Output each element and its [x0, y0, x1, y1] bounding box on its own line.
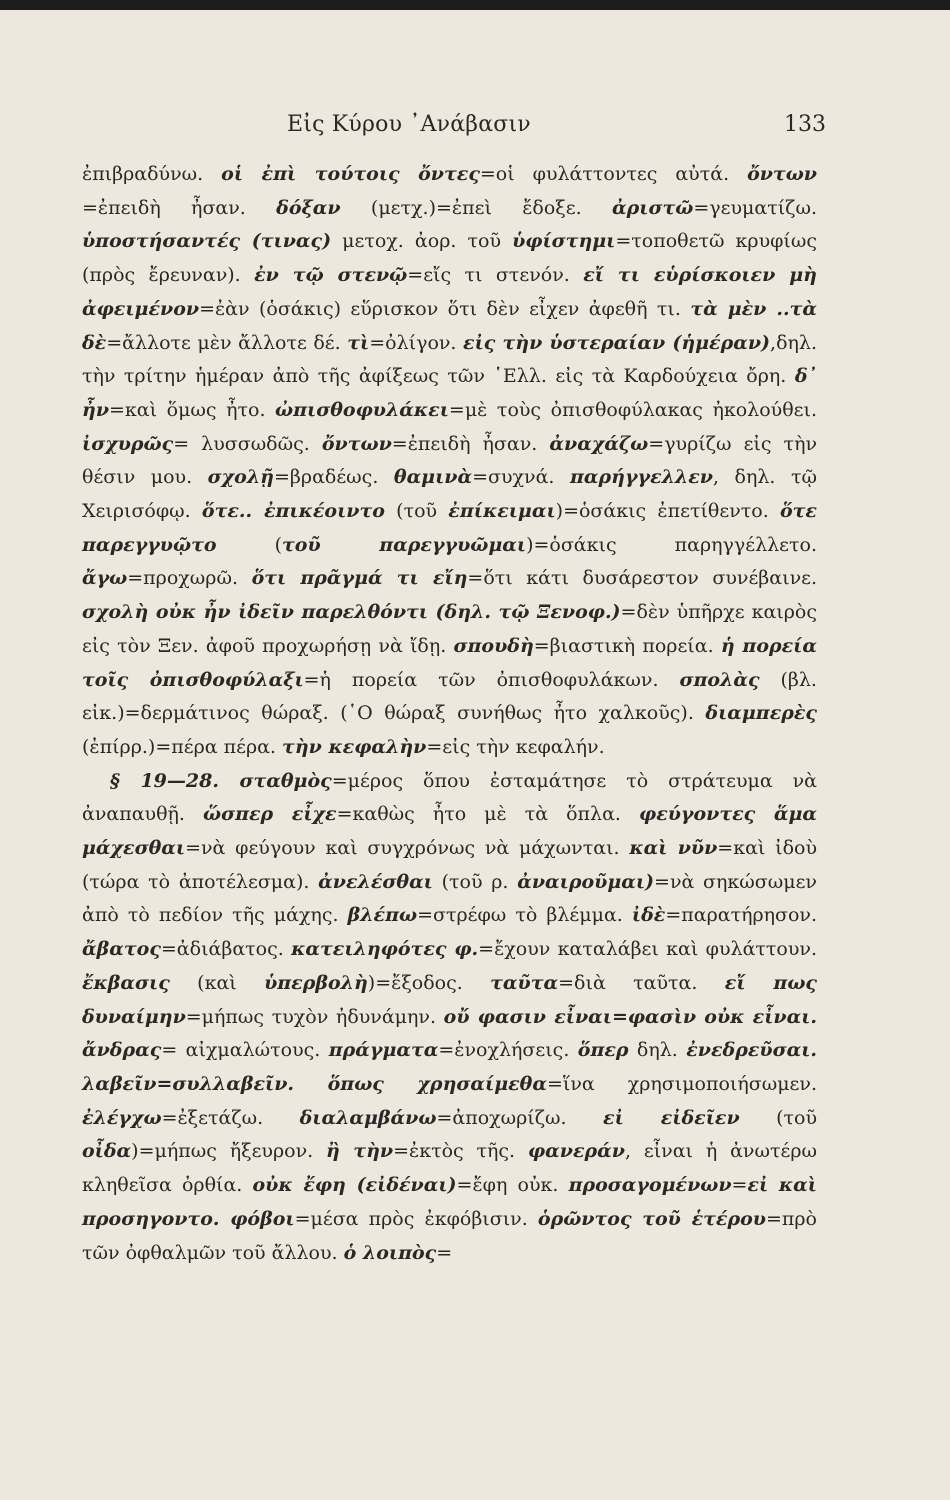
gloss-text: = αἰχμαλώτους. [161, 1039, 329, 1062]
gloss-text: =βραδέως. [274, 466, 394, 489]
gloss-text: (βλ. εἰκ.)=δερμάτινος θώραξ. (῾Ο θώραξ συνήθως ἦτο χαλκοῦς). [82, 668, 817, 725]
lemma-term: ἐν τῷ στενῷ [254, 264, 408, 287]
gloss-text: =συχνά. [472, 466, 570, 489]
lemma-term: σταθμὸς [239, 769, 332, 792]
gloss-text: = [731, 1174, 748, 1197]
gloss-text: =πρὸ τῶν ὀφθαλμῶν τοῦ ἄλλου. [82, 1207, 817, 1264]
lemma-term: διαμπερὲς [705, 702, 817, 725]
gloss-text: =ἡ πορεία τῶν ὀπισθοφυλάκων. [303, 668, 680, 691]
gloss-text: )=μήπως ἤξευρον. [131, 1140, 327, 1163]
gloss-text: (τοῦ [384, 500, 449, 523]
lemma-term: ὁρῶντος τοῦ ἑτέρου [537, 1207, 766, 1230]
gloss-text: =ἐπειδὴ ἦσαν. [82, 196, 277, 219]
lemma-term: ὥσπερ εἶχε [202, 803, 337, 826]
lemma-term: κατειληφότες φ. [291, 938, 479, 961]
lemma-term: διαλαμβάνω [299, 1106, 437, 1129]
page-header [0, 112, 950, 152]
lemma-term: οἶδα [82, 1140, 132, 1163]
commentary-paragraph-section-19-28 [82, 765, 817, 1271]
gloss-text: =καὶ ἰδοὺ (τώρα τὸ ἀποτέλεσμα). [82, 837, 817, 893]
lemma-term: ὠπισθοφυλάκει [275, 398, 449, 421]
gloss-text: =βιαστικὴ πορεία. [533, 634, 721, 657]
section-heading: § 19—28. [110, 769, 240, 792]
lemma-term: οὔ φασιν εἶναι=φασὶν οὐκ εἶναι. ἄνδρας [82, 1005, 817, 1062]
lemma-term: φεύγοντες ἅμα μάχεσθαι [82, 803, 817, 860]
lemma-term: ὑποστήσαντές (τινας) [82, 230, 332, 253]
gloss-text: =καὶ ὅμως ἦτο. [109, 398, 276, 421]
lemma-term: ἐπίκειμαι [448, 500, 556, 523]
page-top-edge [0, 0, 950, 10]
lemma-term: σπολὰς [679, 668, 760, 691]
lemma-term: εἴ πως δυναίμην [82, 971, 818, 1028]
lemma-term: εἰ καὶ προσηγοντο. φόβοι [82, 1174, 817, 1230]
gloss-text: ,δηλ. τὴν τρίτην ἡμέραν ἀπὸ τῆς ἀφίξεως τῶν ῾Ελλ. εἰς τὰ Καρδούχεια ὄρη. [82, 331, 817, 388]
gloss-text: =ἀδιάβατος. [160, 938, 292, 961]
gloss-text: = λυσσωδῶς. [173, 432, 322, 455]
gloss-text: )=ὁσάκις παρηγγέλλετο. [526, 533, 817, 556]
gloss-text: =ἀποχωρίζω. [436, 1106, 604, 1129]
lemma-term: ταῦτα [490, 971, 559, 994]
gloss-text: =μὲ τοὺς ὀπισθοφύλακας ἠκολούθει. [448, 398, 817, 421]
gloss-text: =ἐνοχλήσεις. [438, 1039, 578, 1062]
gloss-text: =στρέφω τὸ βλέμμα. [417, 904, 632, 927]
gloss-text: (τοῦ ρ. [432, 870, 518, 893]
lemma-term: καὶ νῦν [629, 837, 718, 860]
gloss-text: (ἐπίρρ.)=πέρα πέρα. [82, 735, 283, 758]
lemma-term: τοῦ παρεγγυῶμαι [282, 533, 527, 556]
gloss-text: =ἐπειδὴ ἦσαν. [391, 432, 550, 455]
lemma-term: ὅτι πρᾶγμά τι εἴη [251, 567, 468, 590]
gloss-text: δηλ. [628, 1039, 687, 1062]
gloss-text: = [436, 1241, 453, 1264]
gloss-text: =ἐκτὸς τῆς. [393, 1140, 528, 1163]
lemma-term: ἔκβασις [82, 971, 170, 994]
lemma-term: βλέπω [347, 904, 418, 927]
lemma-term: δ᾽ ἦν [82, 365, 817, 421]
gloss-text: =εἴς τι στενόν. [407, 264, 584, 287]
gloss-text: =παρατήρησον. [665, 904, 818, 927]
running-title: Εἰς Κύρου ᾽Ανάβασιν [287, 112, 531, 137]
lemma-term: ὅτε παρεγγυῷτο [82, 500, 817, 556]
lemma-term: ὑφίστημι [512, 230, 616, 253]
lemma-term: εἰ εἰδεῖεν [603, 1106, 740, 1129]
lemma-term: εἴ τι εὑρίσκοιεν μὴ ἀφειμένον [82, 264, 817, 320]
page-number: 133 [784, 112, 826, 137]
gloss-text: =γυρίζω εἰς τὴν θέσιν μου. [82, 432, 818, 489]
gloss-text: (καὶ [169, 971, 265, 994]
lemma-term: σπουδὴ [453, 634, 534, 657]
lemma-term: ἀνελέσθαι [318, 870, 433, 893]
gloss-text: )=ὁσάκις ἐπετίθεντο. [555, 500, 780, 523]
lemma-term: εἰς τὴν ὑστεραίαν (ἡμέραν) [463, 331, 771, 354]
gloss-text: =ἐὰν (ὁσάκις) εὕρισκον ὅτι δὲν εἶχεν ἀφεθῆ τι. [199, 297, 691, 320]
lemma-term: τὰ μὲν ..τὰ δὲ [82, 297, 817, 354]
gloss-text: =νὰ σηκώσωμεν ἀπὸ τὸ πεδίον τῆς μάχης. [82, 870, 817, 927]
lemma-term: τὴν κεφαλὴν [282, 735, 427, 758]
lemma-term: παρήγγελλεν [570, 466, 713, 489]
gloss-text: ἐπιβραδύνω. [82, 163, 222, 185]
lemma-term: δόξαν [276, 196, 341, 219]
gloss-text: =νὰ φεύγουν καὶ συγχρόνως νὰ μάχωνται. [185, 837, 630, 860]
lemma-term: ὅτε.. ἐπικέοιντο [201, 500, 385, 523]
gloss-text: =ἔχουν καταλάβει καὶ φυλάττουν. [478, 938, 817, 961]
gloss-text: )=ἔξοδος. [367, 971, 491, 994]
gloss-text: =οἱ φυλάττοντες αὐτά. [479, 163, 748, 185]
lemma-term: ἡ πορεία τοῖς ὀπισθοφύλαξι [82, 634, 817, 691]
lemma-term: ἰσχυρῶς [82, 432, 174, 455]
gloss-text: =ἐξετάζω. [161, 1106, 300, 1129]
gloss-text: =καθὼς ἦτο μὲ τὰ ὅπλα. [336, 803, 639, 826]
gloss-text: =μήπως τυχὸν ἠδυνάμην. [185, 1005, 444, 1028]
lemma-term: φανεράν [527, 1140, 625, 1163]
gloss-text: =εἰς τὴν κεφαλήν. [426, 735, 605, 758]
lemma-term: ὄντων [321, 432, 392, 455]
lemma-term: ἐλέγχω [82, 1106, 162, 1129]
gloss-text: =δὲν ὑπῆρχε καιρὸς εἰς τὸν Ξεν. ἀφοῦ προχωρήσῃ νὰ ἴδῃ. [82, 601, 817, 657]
lemma-term: ἀναχάζω [549, 432, 649, 455]
gloss-text: (τοῦ [739, 1106, 817, 1129]
gloss-text: =ἄλλοτε μὲν ἄλλοτε δέ. [106, 331, 348, 354]
gloss-text: =μέρος ὅπου ἐσταμάτησε τὸ στράτευμα νὰ ἀναπαυθῇ. [82, 769, 817, 826]
gloss-text: , δηλ. τῷ Χειρισόφῳ. [82, 466, 817, 523]
commentary-body [82, 158, 817, 1270]
gloss-text: =διὰ ταῦτα. [558, 971, 725, 994]
gloss-text: =γευματίζω. [693, 196, 817, 219]
lemma-term: πράγματα [328, 1039, 439, 1062]
lemma-term: οὐκ ἔφη (εἰδέναι) [252, 1174, 457, 1197]
lemma-term: ἰδὲ [631, 904, 666, 927]
lemma-term: ὑπερβολὴ [264, 971, 368, 994]
lemma-term: ἐνεδρεῦσαι. λαβεῖν=συλλαβεῖν. ὅπως χρησαίμεθα [82, 1039, 818, 1095]
lemma-term: ἄβατος [82, 938, 161, 961]
gloss-text: =μέσα πρὸς ἐκφόβισιν. [294, 1207, 538, 1230]
commentary-paragraph [82, 158, 817, 765]
gloss-text: (μετχ.)=ἐπεὶ ἔδοξε. [340, 196, 612, 219]
gloss-text: ( [216, 533, 282, 556]
lemma-term: ὅπερ [577, 1039, 629, 1062]
lemma-term: ἀναιροῦμαι) [517, 870, 655, 893]
lemma-term: προσαγομένων [568, 1174, 732, 1197]
gloss-text: =ἵνα χρησιμοποιήσωμεν. [546, 1072, 817, 1095]
lemma-term: ὁ λοιπὸς [343, 1241, 437, 1264]
lemma-term: ὄντων [747, 163, 817, 185]
gloss-text: μετοχ. ἀορ. τοῦ [331, 230, 513, 253]
lemma-term: οἱ ἐπὶ τούτοις ὄντες [221, 163, 480, 185]
gloss-text: =προχωρῶ. [127, 567, 252, 590]
lemma-term: τὶ [347, 331, 370, 354]
lemma-term: σχολὴ οὐκ ἦν ἰδεῖν παρελθόντι (δηλ. τῷ Ξενοφ.) [82, 601, 621, 624]
lemma-term: ἢ τὴν [326, 1140, 394, 1163]
gloss-text: =τοποθετῶ κρυφίως (πρὸς ἔρευναν). [82, 230, 818, 287]
gloss-text: =ἔφη οὐκ. [456, 1174, 569, 1197]
lemma-term: ἄγω [82, 567, 128, 590]
gloss-text: =ὀλίγον. [369, 331, 464, 354]
gloss-text: =ὅτι κάτι δυσάρεστον συνέβαινε. [467, 567, 817, 590]
gloss-text: , εἶναι ἡ ἀνωτέρω κληθεῖσα ὀρθία. [82, 1140, 817, 1197]
lemma-term: ἀριστῶ [612, 196, 694, 219]
lemma-term: σχολῇ [207, 466, 274, 489]
lemma-term: θαμινὰ [393, 466, 473, 489]
